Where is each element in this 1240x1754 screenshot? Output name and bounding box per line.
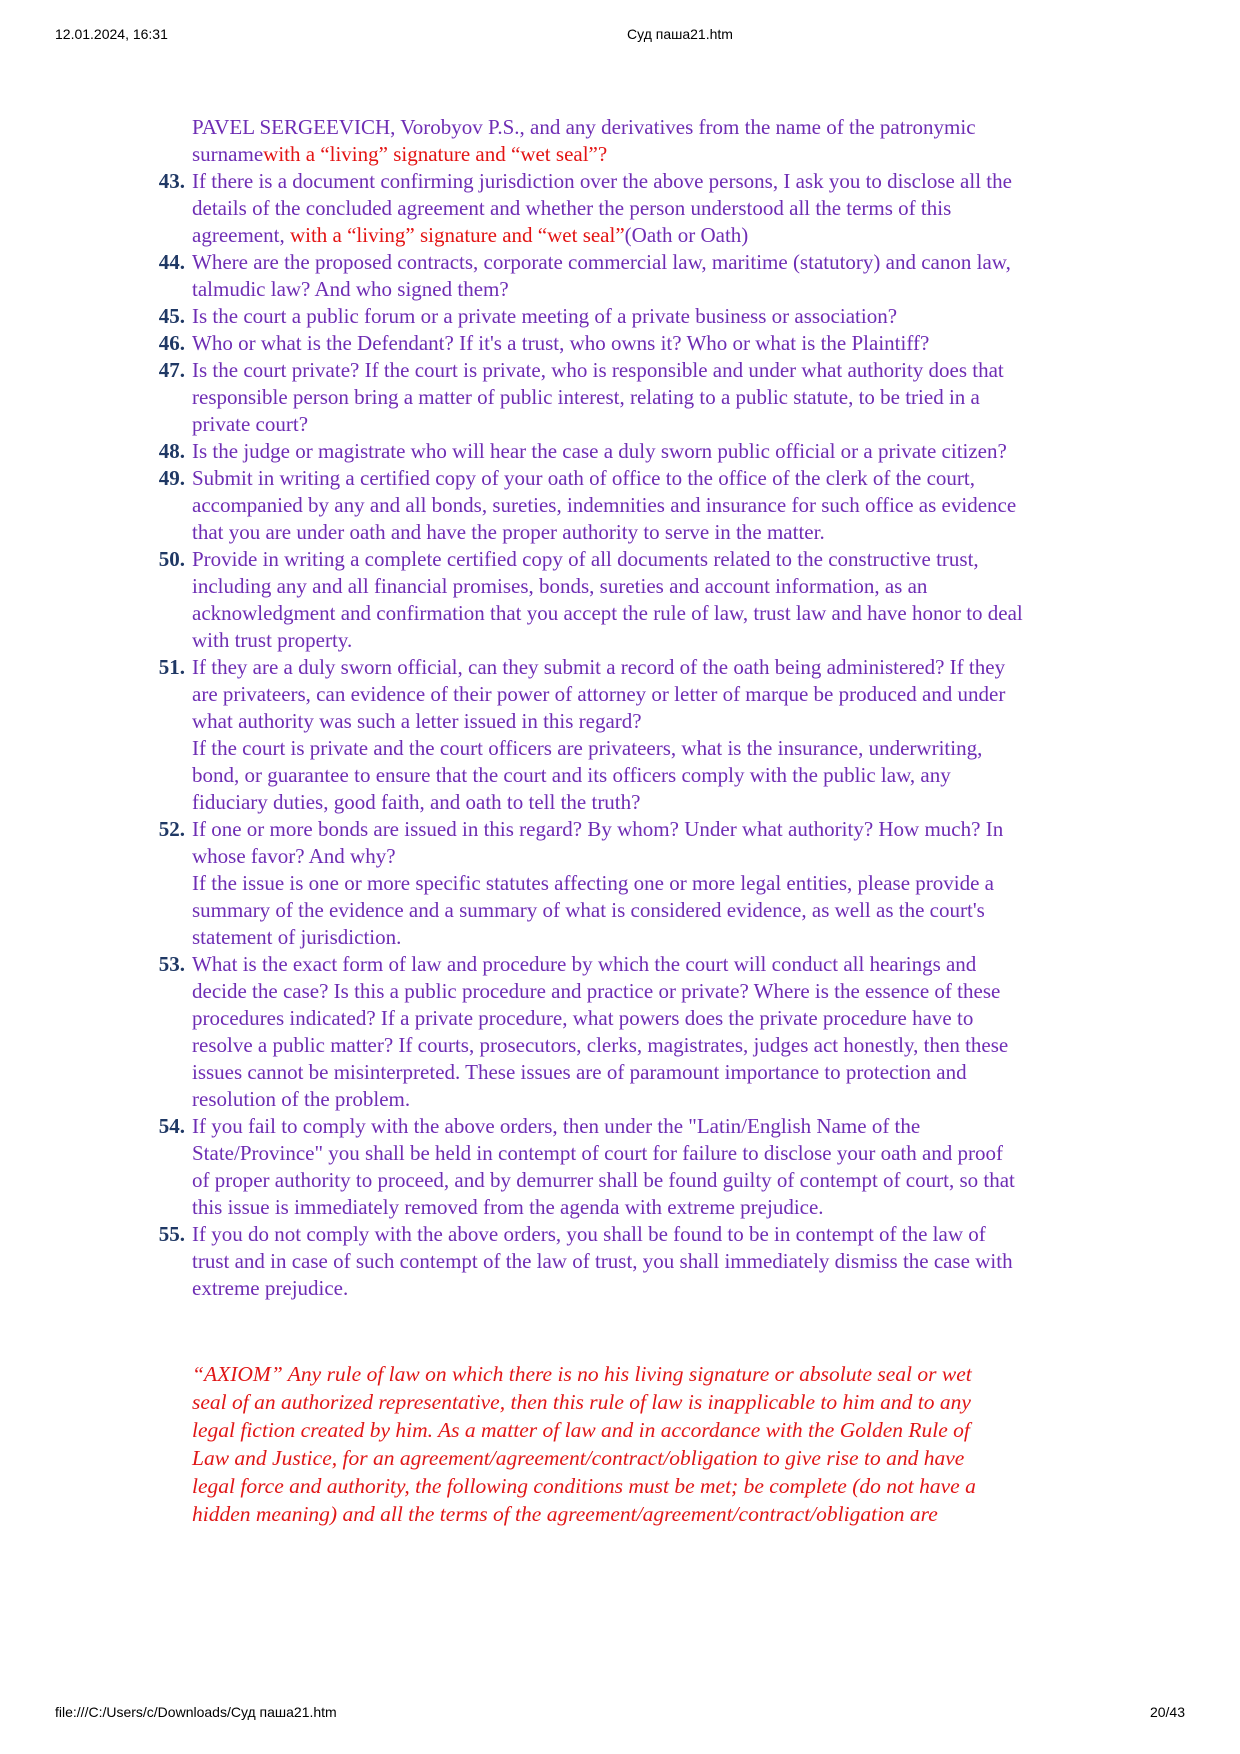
list-item-number: 53. (158, 952, 185, 976)
text-segment: (Oath or Oath) (624, 223, 749, 247)
footer-page-indicator: 20/43 (1149, 1704, 1185, 1720)
text-segment: Where are the proposed contracts, corporate commercial law, maritime (statutory) and canon law, talmudic law? And who signed them? (192, 250, 1011, 301)
header-document-title: Суд паша21.htm (627, 26, 733, 42)
list-item-paragraph (192, 438, 1024, 465)
list-item-paragraph (192, 357, 1024, 438)
text-segment: Is the court private? If the court is private, who is responsible and under what authority does that responsible person bring a matter of public interest, relating to a public statute, to be tried in a private court? (192, 358, 1004, 436)
list-item-number: 45. (158, 304, 185, 328)
list-item-number: 50. (158, 547, 185, 571)
list-item-paragraph (192, 951, 1024, 1113)
list-item-paragraph (192, 303, 1024, 330)
list-item (158, 546, 1024, 654)
list-item (158, 465, 1024, 546)
list-item-paragraph (192, 330, 1024, 357)
text-segment: If you do not comply with the above orders, you shall be found to be in contempt of the law of trust and in case of such contempt of the law of trust, you shall immediately dismiss the case with extreme prejudice. (192, 1222, 1013, 1300)
list-item (158, 303, 1024, 330)
list-item-number: 52. (158, 817, 185, 841)
list-item (158, 816, 1024, 951)
list-item-number: 51. (158, 655, 185, 679)
list-item (158, 249, 1024, 303)
list-item-number: 44. (158, 250, 185, 274)
list-item (158, 1221, 1024, 1302)
text-segment: If one or more bonds are issued in this regard? By whom? Under what authority? How much? In whose favor? And why? (192, 817, 1004, 868)
list-item-paragraph (192, 1221, 1024, 1302)
list-item-paragraph (192, 168, 1024, 249)
text-segment: Provide in writing a complete certified copy of all documents related to the constructive trust, including any and all financial promises, bonds, sureties and account information, as an acknowledgment and confirmation that you accept the rule of law, trust law and have honor to deal with trust property. (192, 547, 1023, 652)
list-item-number: 54. (158, 1114, 185, 1138)
list-item-paragraph (192, 735, 1024, 816)
list-item (158, 654, 1024, 816)
numbered-question-list (158, 168, 1024, 1302)
list-item-paragraph (192, 870, 1024, 951)
list-item (158, 951, 1024, 1113)
text-segment: If the issue is one or more specific statutes affecting one or more legal entities, please provide a summary of the evidence and a summary of what is considered evidence, as well as the court's statement of jurisdiction. (192, 871, 994, 949)
text-segment: If you fail to comply with the above orders, then under the "Latin/English Name of the State/Province" you shall be held in contempt of court for failure to disclose your oath and proof of proper authority to proceed, and by demurrer shall be found guilty of contempt of court, so that this issue is immediately removed from the agenda with extreme prejudice. (192, 1114, 1015, 1219)
text-segment: PAVEL SERGEEVICH, Vorobyov P.S., and any derivatives from the name of the patronymic surname (192, 115, 976, 166)
list-item-paragraph (192, 654, 1024, 735)
text-segment: with a “living” signature and “wet seal”? (263, 142, 608, 166)
list-item-number: 48. (158, 439, 185, 463)
header-datetime: 12.01.2024, 16:31 (55, 26, 168, 42)
list-item-paragraph (192, 249, 1024, 303)
list-item-number: 47. (158, 358, 185, 382)
text-segment: Who or what is the Defendant? If it's a trust, who owns it? Who or what is the Plaintiff? (192, 331, 930, 355)
list-item (158, 438, 1024, 465)
text-segment: Is the court a public forum or a private meeting of a private business or association? (192, 304, 898, 328)
list-item-paragraph (192, 546, 1024, 654)
axiom-paragraph: “AXIOM” Any rule of law on which there is no his living signature or absolute seal or wet seal of an authorized representative, then this rule of law is inapplicable to him and to any legal fiction created by him. As a matter of law and in accordance with the Golden Rule of Law and Justice, for an agreement/agreement/contract/obligation to give rise to and have legal force and authority, the following conditions must be met; be complete (do not have a hidden meaning) and all the terms of the agreement/agreement/contract/obligation are (192, 1362, 976, 1526)
text-segment: Submit in writing a certified copy of your oath of office to the office of the clerk of the court, accompanied by any and all bonds, sureties, indemnities and insurance for such office as evidence that you are under oath and have the proper authority to serve in the matter. (192, 466, 1017, 544)
list-item-paragraph (192, 816, 1024, 870)
text-segment: with a “living” signature and “wet seal” (289, 223, 625, 247)
document-body (158, 114, 1024, 1528)
intro-paragraph (192, 114, 1024, 168)
list-item (158, 357, 1024, 438)
list-item-number: 46. (158, 331, 185, 355)
list-item (158, 168, 1024, 249)
text-segment: What is the exact form of law and procedure by which the court will conduct all hearings and decide the case? Is this a public procedure and practice or private? Where is the essence of these procedures indicated? If a private procedure, what powers does the private procedure have to resolve a public matter? If courts, prosecutors, clerks, magistrates, judges act honestly, then these issues cannot be misinterpreted. These issues are of paramount importance to protection and resolution of the problem. (192, 952, 1009, 1111)
list-item (158, 1113, 1024, 1221)
text-segment: Is the judge or magistrate who will hear the case a duly sworn public official or a private citizen? (192, 439, 1007, 463)
list-item (158, 330, 1024, 357)
text-segment: If they are a duly sworn official, can they submit a record of the oath being administered? If they are privateers, can evidence of their power of attorney or letter of marque be produced and under what authority was such a letter issued in this regard? (192, 655, 1006, 733)
list-item-paragraph (192, 465, 1024, 546)
list-item-number: 43. (158, 169, 185, 193)
text-segment: If the court is private and the court officers are privateers, what is the insurance, underwriting, bond, or guarantee to ensure that the court and its officers comply with the public law, any fiduciary duties, good faith, and oath to tell the truth? (192, 736, 983, 814)
list-item-number: 49. (158, 466, 185, 490)
footer-file-path: file:///C:/Users/c/Downloads/Суд паша21.htm (55, 1704, 337, 1720)
text-segment: If there is a document confirming jurisdiction over the above persons, I ask you to disclose all the details of the concluded agreement and whether the person understood all the terms of this agreement, (192, 169, 1012, 247)
list-item-number: 55. (158, 1222, 185, 1246)
list-item-paragraph (192, 1113, 1024, 1221)
